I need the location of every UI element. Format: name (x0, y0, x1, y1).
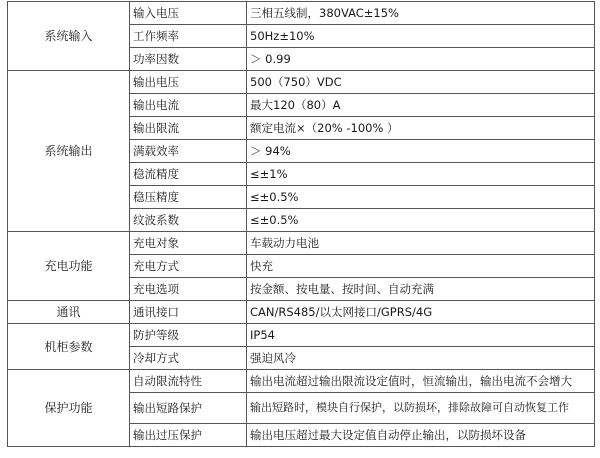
param-name: 稳压精度 (130, 186, 247, 209)
param-value: 强迫风冷 (247, 347, 595, 370)
param-name: 功率因数 (130, 48, 247, 71)
param-name: 充电方式 (130, 255, 247, 278)
param-name: 输出短路保护 (130, 393, 247, 424)
param-name: 满载效率 (130, 140, 247, 163)
table-row (8, 232, 595, 255)
param-value: CAN/RS485/以太网接口/GPRS/4G (247, 301, 595, 324)
param-value: ≤±1% (247, 163, 595, 186)
category-cell: 通讯 (8, 301, 130, 324)
table-row (8, 71, 595, 94)
param-value: 输出电流超过输出限流设定值时，恒流输出，输出电流不会增大 (247, 370, 595, 393)
table-row (8, 301, 595, 324)
param-value: ≤±0.5% (247, 186, 595, 209)
category-cell: 充电功能 (8, 232, 130, 301)
param-name: 纹波系数 (130, 209, 247, 232)
category-cell: 系统输入 (8, 2, 130, 71)
param-name: 输出过压保护 (130, 424, 247, 447)
param-value: 快充 (247, 255, 595, 278)
param-name: 充电对象 (130, 232, 247, 255)
param-name: 冷却方式 (130, 347, 247, 370)
param-value: 三相五线制，380VAC±15% (247, 2, 595, 25)
param-value: 500（750）VDC (247, 71, 595, 94)
param-value: 车载动力电池 (247, 232, 595, 255)
table-row (8, 2, 595, 25)
param-name: 输入电压 (130, 2, 247, 25)
param-value: ＞ 94% (247, 140, 595, 163)
category-cell: 保护功能 (8, 370, 130, 447)
param-name: 自动限流特性 (130, 370, 247, 393)
param-value: 按金额、按电量、按时间、自动充满 (247, 278, 595, 301)
param-name: 输出电压 (130, 71, 247, 94)
param-name: 稳流精度 (130, 163, 247, 186)
param-value: 输出短路时，模块自行保护，以防损坏，排除故障可自动恢复工作 (247, 393, 595, 424)
param-name: 输出限流 (130, 117, 247, 140)
category-cell: 系统输出 (8, 71, 130, 232)
param-value: ≤±0.5% (247, 209, 595, 232)
param-value: IP54 (247, 324, 595, 347)
param-name: 充电选项 (130, 278, 247, 301)
param-name: 防护等级 (130, 324, 247, 347)
param-value: 最大120（80）A (247, 94, 595, 117)
table-row (8, 370, 595, 393)
param-value: ＞ 0.99 (247, 48, 595, 71)
category-cell: 机柜参数 (8, 324, 130, 370)
param-name: 工作频率 (130, 25, 247, 48)
table-row (8, 324, 595, 347)
param-value: 额定电流×（20% -100% ） (247, 117, 595, 140)
param-value: 输出电压超过最大设定值自动停止输出，以防损坏设备 (247, 424, 595, 447)
param-name: 输出电流 (130, 94, 247, 117)
param-value: 50Hz±10% (247, 25, 595, 48)
param-name: 通讯接口 (130, 301, 247, 324)
spec-table (7, 1, 595, 447)
